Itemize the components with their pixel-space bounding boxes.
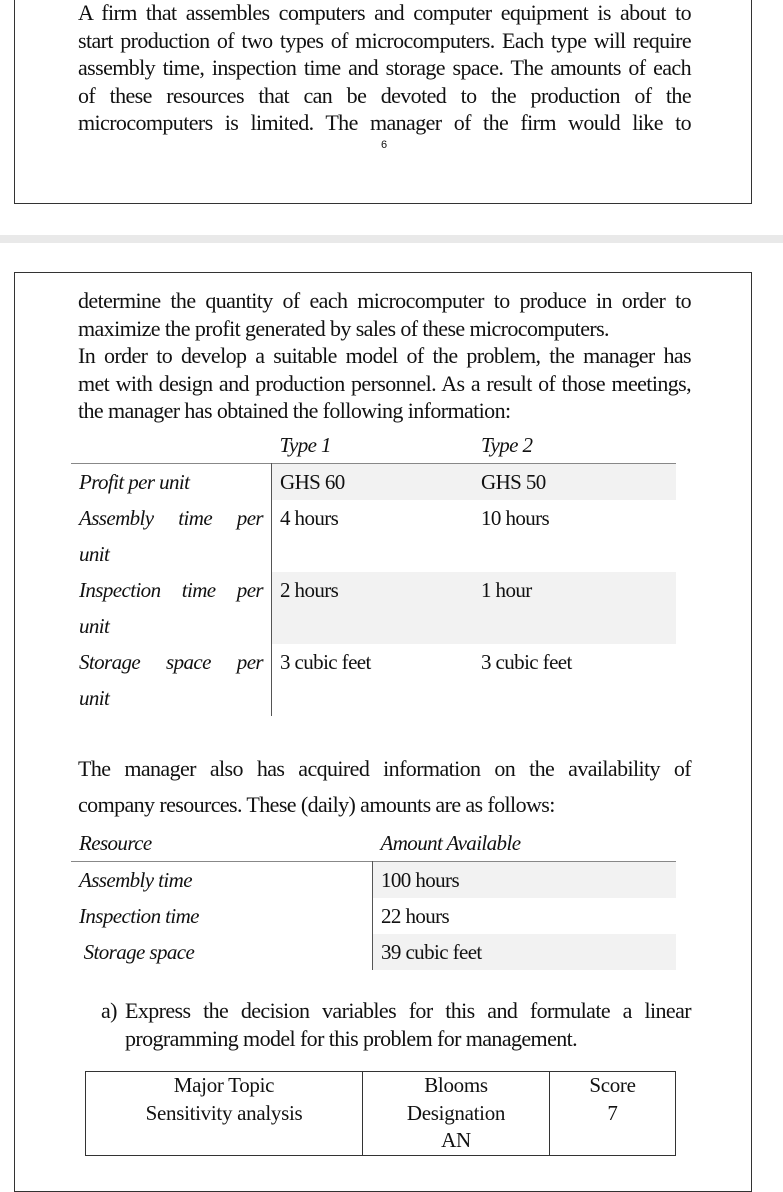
table-header-row [71,427,676,464]
blooms-designation-cell: Blooms Designation AN [363,1072,550,1156]
question-text: Express the decision variables for this and formulate a linear programming model for this problem for management. [125,998,691,1051]
row-label: Profit per unit [71,464,272,501]
row-label: Storage space per unit [71,644,272,716]
resource-table [71,825,676,970]
header-cell-resource: Resource [79,830,152,855]
paragraph-line: In order to develop a suitable model of the problem, the manager has [78,343,691,369]
resource-amount: 22 hours [381,903,450,928]
paragraph-line: assembly time, inspection time and storage space. The amounts of each [78,55,691,81]
row-label: Inspection time per unit [71,572,272,644]
resource-amount: 100 hours [373,862,677,899]
table-row [71,898,676,934]
question-a [101,997,691,1052]
type2-value: 1 hour [473,572,676,644]
table-row [71,644,676,716]
continuation-paragraph [78,287,691,425]
paragraph-line: the manager has obtained the following information: [78,398,511,424]
type2-value: 10 hours [481,506,550,530]
table-row [71,862,676,899]
type1-value: 4 hours [280,506,339,530]
table-row [71,500,676,572]
question-marker: a) [101,998,117,1023]
header-cell-type2: Type 2 [481,432,533,457]
problem-intro-paragraph [78,0,691,137]
page-number: 6 [380,139,388,151]
table-row [71,572,676,644]
page-separator [0,235,783,243]
paragraph-line: company resources. These (daily) amounts are as follows: [78,792,555,817]
resource-name: Storage space [71,934,373,970]
paragraph-line: microcomputers is limited. The manager of the firm would like to [78,110,691,136]
header-cell-type1: Type 1 [279,432,331,457]
row-label: Assembly time per unit [71,500,272,572]
paragraph-line: A firm that assembles computers and computer equipment is about to [78,0,691,25]
header-cell-empty [71,427,272,464]
table-row [71,934,676,970]
type1-value: 3 cubic feet [280,650,371,674]
resource-amount: 39 cubic feet [373,934,677,970]
type1-value: 2 hours [272,572,474,644]
major-topic-cell: Major Topic Sensitivity analysis [86,1072,363,1156]
type2-value: GHS 50 [473,464,676,501]
product-info-table [71,427,676,716]
question-meta-table [85,1071,676,1156]
availability-paragraph [78,751,691,823]
score-cell: Score 7 [550,1072,676,1156]
paragraph-line: maximize the profit generated by sales of these microcomputers. [78,315,609,341]
paragraph-line: met with design and production personnel. As a result of those meetings, [78,370,691,396]
table-header-row [71,825,676,862]
paragraph-line: determine the quantity of each microcomputer to produce in order to [78,288,691,313]
resource-name: Assembly time [71,862,373,899]
page-1 [14,0,752,204]
type2-value: 3 cubic feet [481,650,572,674]
resource-name: Inspection time [71,898,373,934]
paragraph-line: start production of two types of microcomputers. Each type will require [78,27,691,53]
page-2 [14,272,752,1192]
paragraph-line: of these resources that can be devoted to the production of the [78,82,691,108]
table-row [86,1072,676,1156]
paragraph-line: The manager also has acquired information on the availability of [78,756,691,781]
header-cell-amount: Amount Available [380,830,521,855]
table-row [71,464,676,501]
type1-value: GHS 60 [272,464,474,501]
